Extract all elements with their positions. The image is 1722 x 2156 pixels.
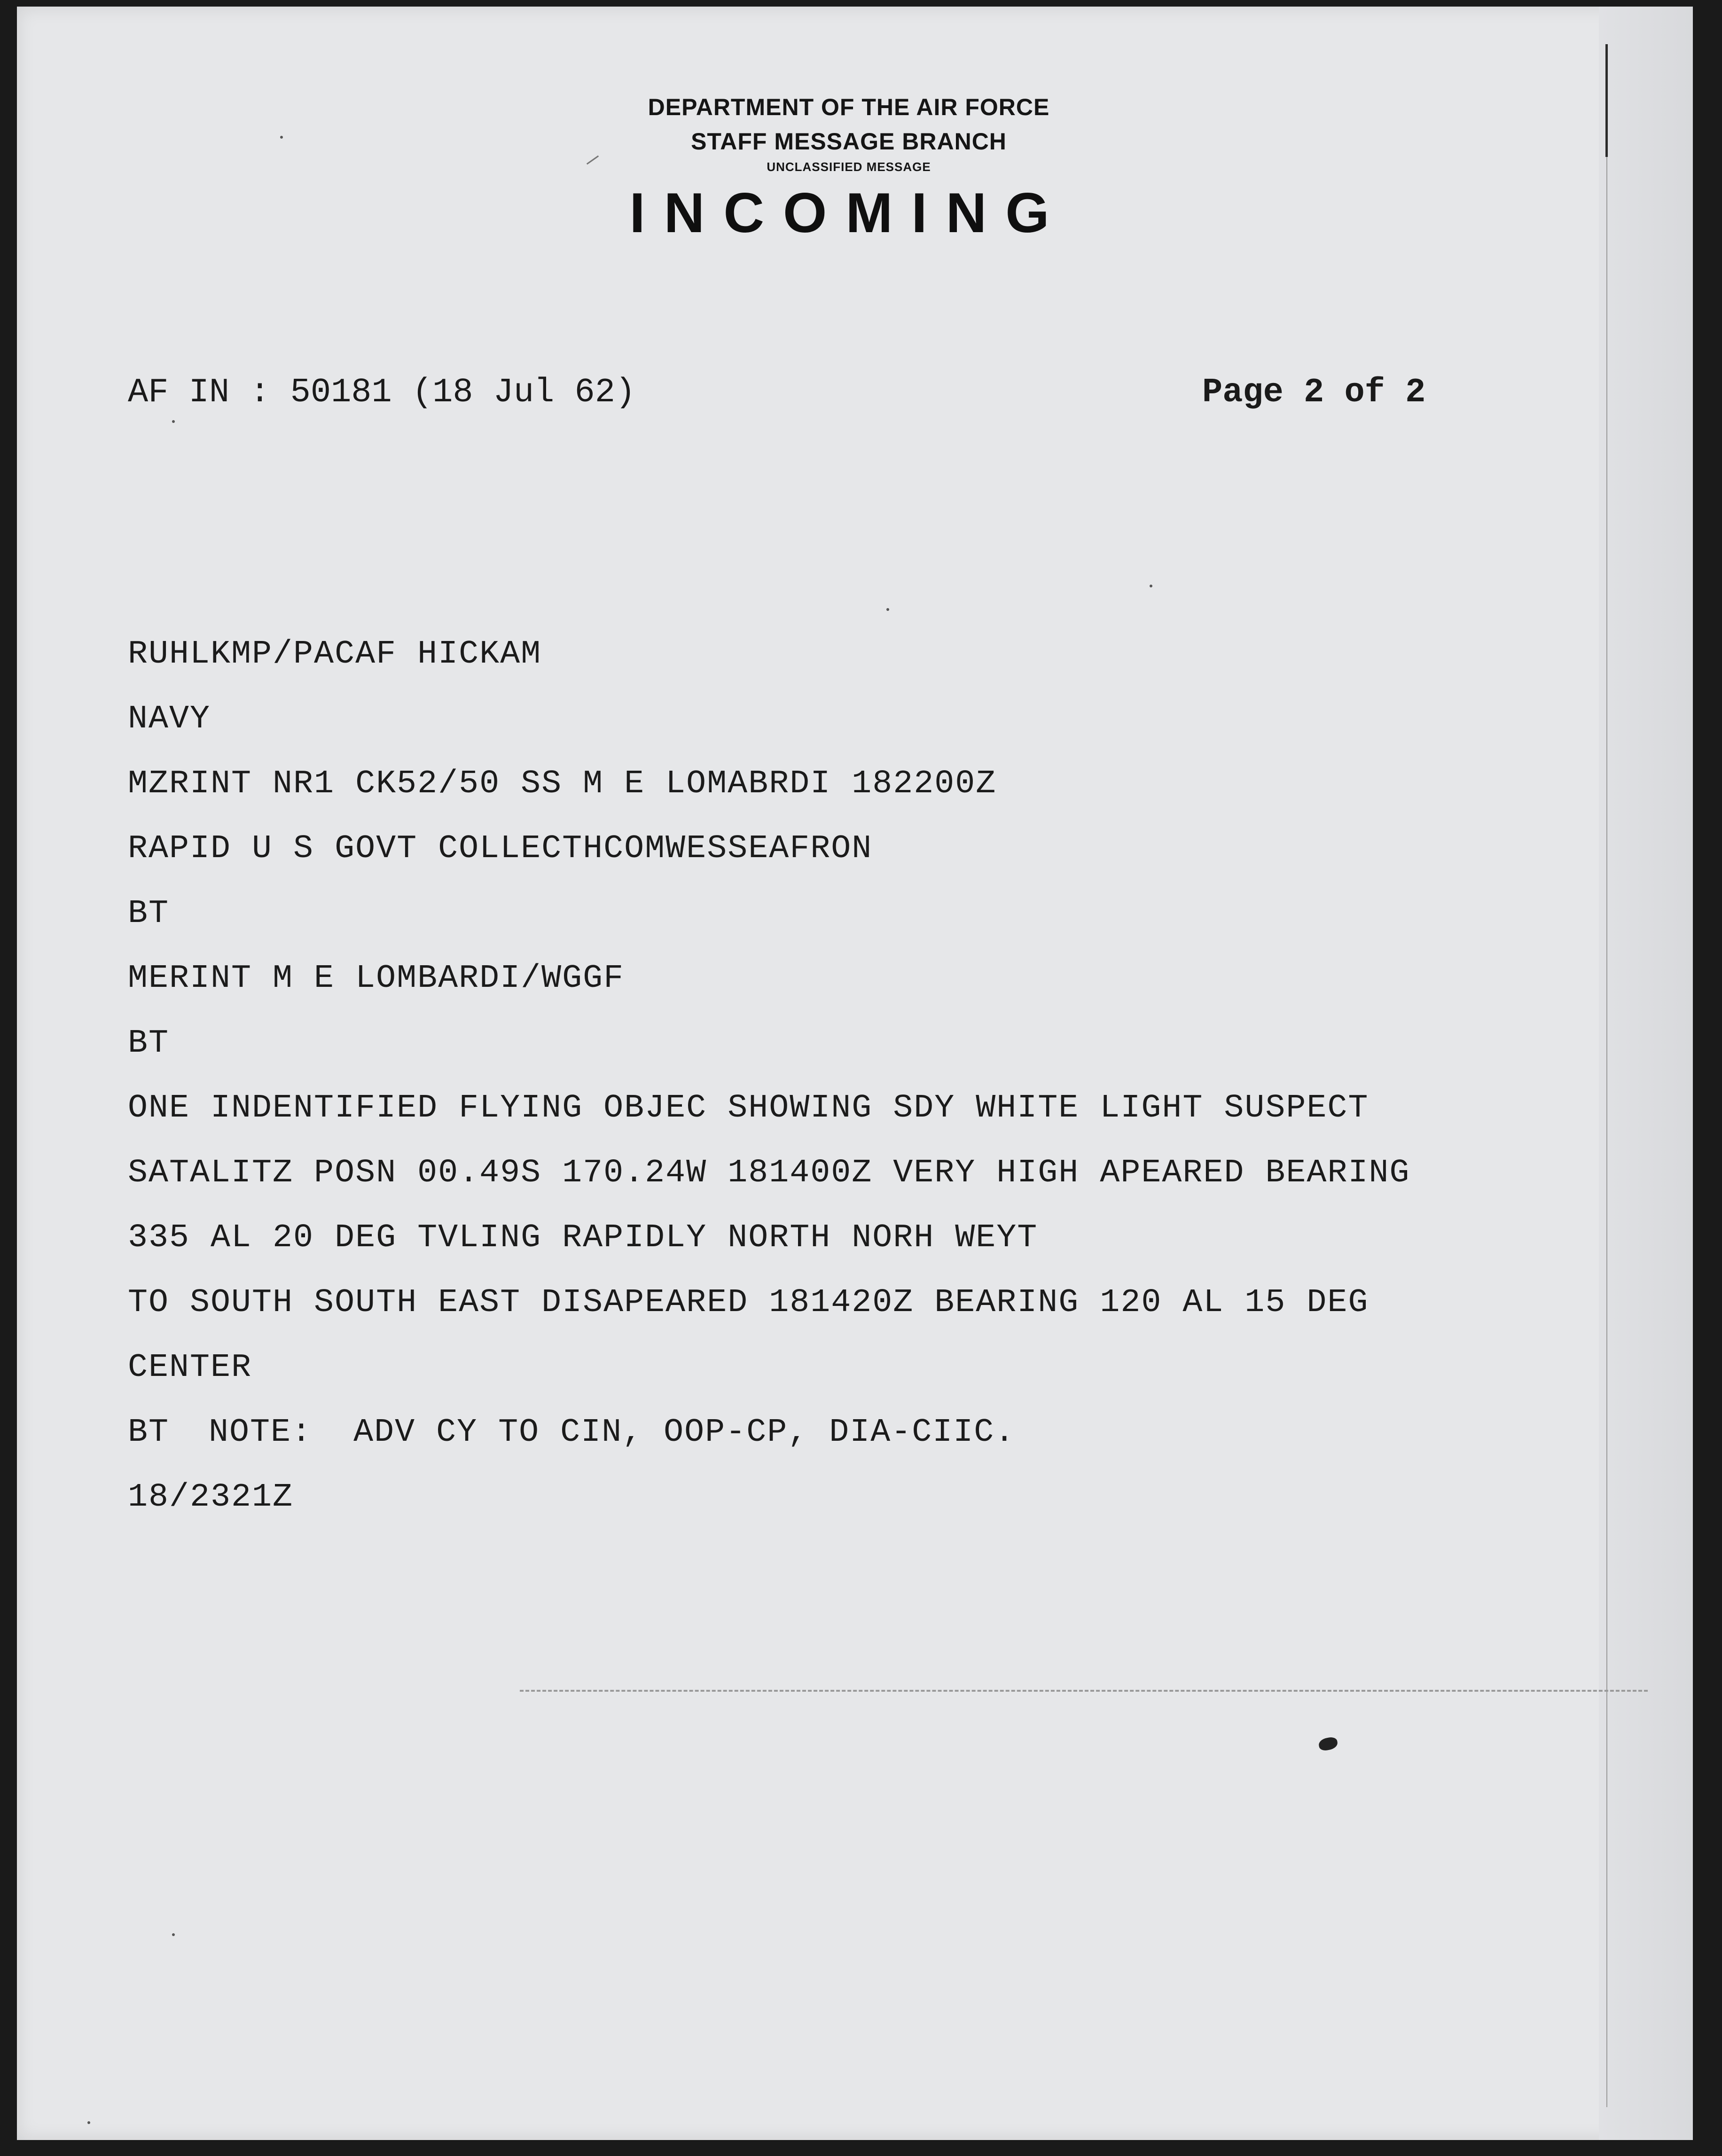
message-line: BT: [128, 1025, 170, 1062]
scan-speck: [172, 420, 175, 423]
routing-note: NOTE: ADV CY TO CIN, OOP-CP, DIA-CIIC.: [209, 1414, 1016, 1451]
message-line: MZRINT NR1 CK52/50 SS M E LOMABRDI 182200Z: [128, 766, 997, 803]
message-line: RAPID U S GOVT COLLECTHCOMWESSEAFRON: [128, 830, 873, 867]
scan-speck: [172, 1933, 175, 1936]
fold-crease: [1606, 157, 1607, 2107]
message-line: 335 AL 20 DEG TVLING RAPIDLY NORTH NORH WEYT: [128, 1219, 1038, 1257]
perforation-line: [520, 1690, 1648, 1694]
message-sheet: [17, 7, 1693, 2140]
scan-speck: [587, 156, 599, 165]
ink-smudge: [1318, 1736, 1338, 1752]
message-line: NAVY: [128, 701, 211, 738]
scan-edge-band: [1599, 7, 1693, 2140]
message-line: RUHLKMP/PACAF HICKAM: [128, 636, 542, 673]
message-line: BT: [128, 895, 170, 932]
classification-label: UNCLASSIFIED MESSAGE: [767, 160, 931, 174]
message-line: CENTER: [128, 1349, 252, 1386]
branch-heading: STAFF MESSAGE BRANCH: [691, 128, 1007, 155]
af-in-reference: AF IN : 50181 (18 Jul 62): [128, 373, 636, 412]
message-line: ONE INDENTIFIED FLYING OBJEC SHOWING SDY WHITE LIGHT SUSPECT: [128, 1090, 1369, 1127]
scan-speck: [1150, 585, 1152, 587]
department-heading: DEPARTMENT OF THE AIR FORCE: [648, 94, 1050, 120]
date-time-group: 18/2321Z: [128, 1479, 294, 1516]
message-line: TO SOUTH SOUTH EAST DISAPEARED 181420Z BEARING 120 AL 15 DEG: [128, 1284, 1369, 1321]
message-line: MERINT M E LOMBARDI/WGGF: [128, 960, 625, 997]
fold-mark: [1605, 44, 1608, 157]
message-line: SATALITZ POSN 00.49S 170.24W 181400Z VERY HIGH APEARED BEARING: [128, 1155, 1410, 1192]
message-body: [128, 622, 1585, 1530]
bt-marker: BT: [128, 1414, 170, 1451]
scan-speck: [886, 608, 889, 611]
note-line: [128, 1400, 1585, 1465]
page-number: Page 2 of 2: [1202, 373, 1426, 412]
scan-speck: [280, 136, 283, 139]
scan-speck: [87, 2121, 90, 2124]
incoming-title: INCOMING: [629, 181, 1068, 244]
